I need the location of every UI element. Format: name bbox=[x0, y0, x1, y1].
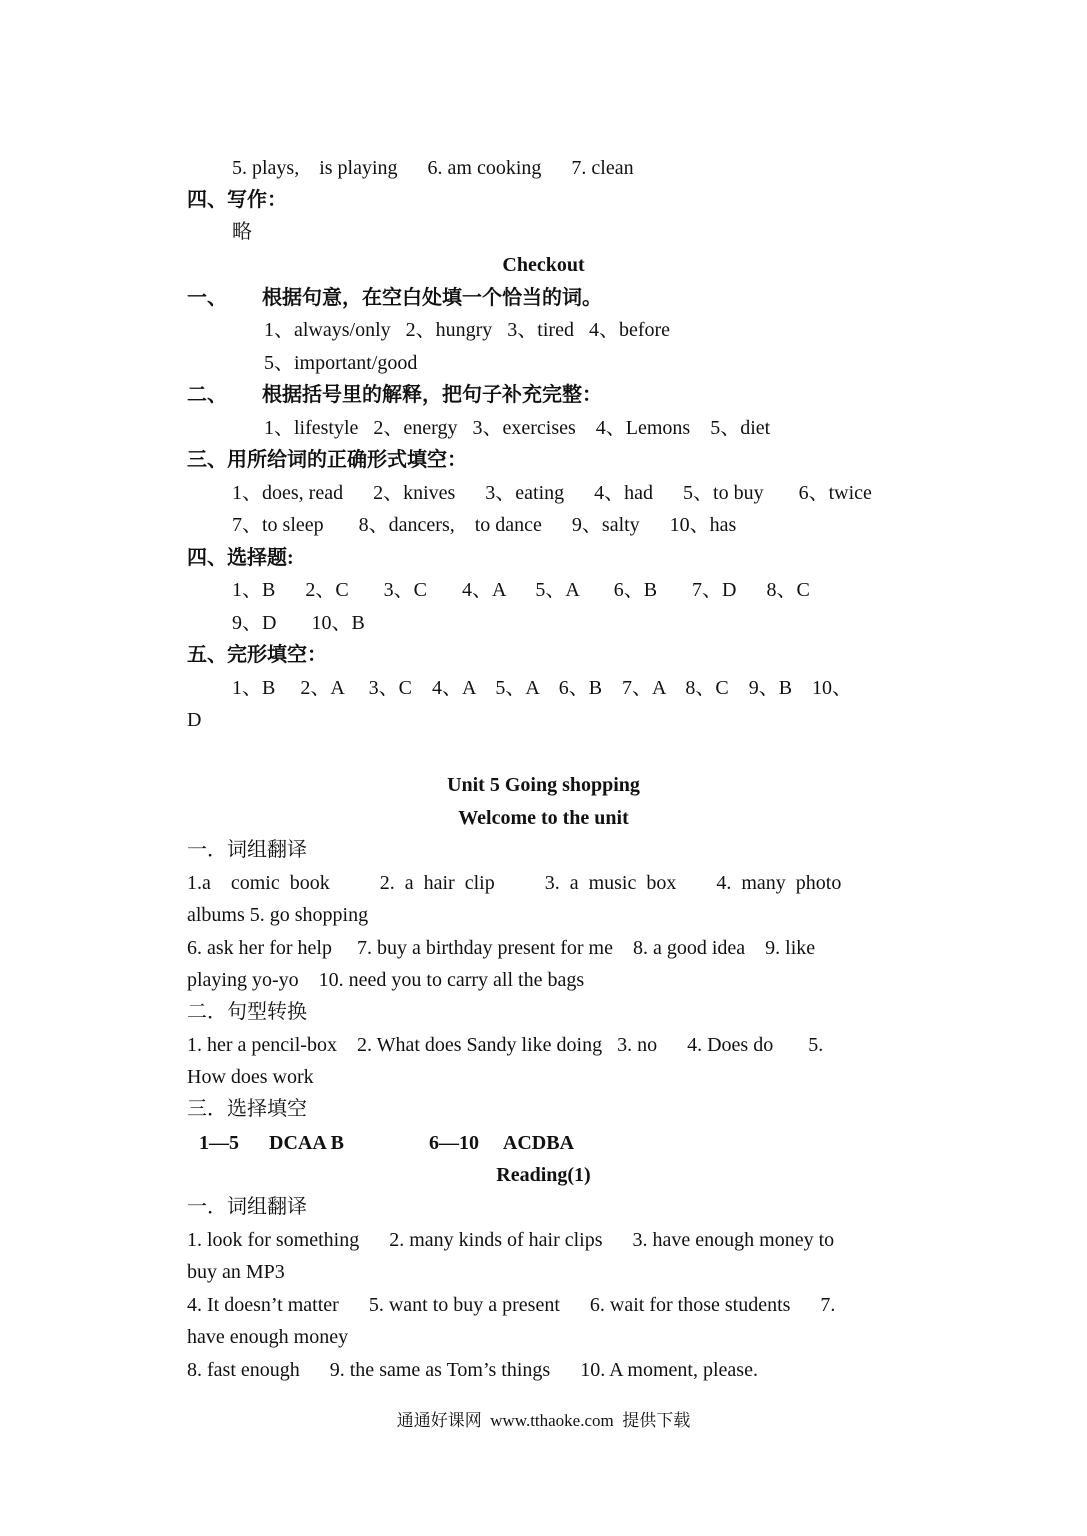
section-title-reading: Reading(1) bbox=[496, 1164, 591, 1186]
section-heading: 四、写作： bbox=[187, 189, 287, 211]
section-heading: 四、选择题: bbox=[187, 547, 294, 569]
answer-line: 1、B 2、C 3、C 4、A 5、A 6、B 7、D 8、C bbox=[232, 579, 810, 601]
answer-line: 4. It doesn’t matter 5. want to buy a present 6. wait for those students 7. bbox=[187, 1294, 836, 1316]
page-footer: 通通好课网 www.tthaoke.com 提供下载 bbox=[396, 1411, 691, 1430]
section-heading: 五、完形填空： bbox=[187, 644, 327, 666]
answer-line: 1、always/only 2、hungry 3、tired 4、before bbox=[264, 319, 671, 341]
answer-line: 1、does, read 2、knives 3、eating 4、had 5、to buy 6、twice bbox=[232, 482, 872, 504]
answer-line: D bbox=[187, 709, 202, 731]
answer-line: 1.a comic book 2. a hair clip 3. a music box 4. many photo bbox=[187, 872, 842, 894]
answer-line: 5. plays, is playing 6. am cooking 7. clean bbox=[232, 157, 634, 179]
answer-line: 7、to sleep 8、dancers, to dance 9、salty 10、has bbox=[232, 514, 737, 536]
section-heading: 二．句型转换 bbox=[187, 1001, 307, 1023]
unit-title: Unit 5 Going shopping bbox=[447, 774, 640, 796]
answer-line: 1. look for something 2. many kinds of hair clips 3. have enough money to bbox=[187, 1229, 835, 1251]
answer-line: 1、lifestyle 2、energy 3、exercises 4、Lemons 5、diet bbox=[264, 417, 771, 439]
section-heading: 一、 根据句意，在空白处填一个恰当的词。 bbox=[187, 287, 602, 309]
answer-line: playing yo-yo 10. need you to carry all the bags bbox=[187, 969, 585, 991]
section-heading: 二、 根据括号里的解释，把句子补充完整： bbox=[187, 384, 602, 406]
answer-line: buy an MP3 bbox=[187, 1261, 285, 1283]
section-heading: 一．词组翻译 bbox=[187, 1196, 307, 1218]
answer-line: 8. fast enough 9. the same as Tom’s things 10. A moment, please. bbox=[187, 1359, 758, 1381]
answer-line: 1、B 2、A 3、C 4、A 5、A 6、B 7、A 8、C 9、B 10、 bbox=[232, 677, 853, 699]
section-heading: 三、用所给词的正确形式填空： bbox=[187, 449, 467, 471]
section-title-checkout: Checkout bbox=[502, 254, 585, 276]
section-heading: 一．词组翻译 bbox=[187, 839, 307, 861]
section-heading: 三．选择填空 bbox=[187, 1098, 307, 1120]
answer-line: albums 5. go shopping bbox=[187, 904, 369, 926]
answer-line: have enough money bbox=[187, 1326, 349, 1348]
answer-line: 6. ask her for help 7. buy a birthday present for me 8. a good idea 9. like bbox=[187, 937, 816, 959]
section-title-welcome: Welcome to the unit bbox=[458, 807, 629, 829]
answer-line: How does work bbox=[187, 1066, 314, 1088]
answer-line: 5、important/good bbox=[264, 352, 418, 374]
answer-line: 1—5 DCAA B 6—10 ACDBA bbox=[199, 1132, 575, 1154]
answer-line: 1. her a pencil-box 2. What does Sandy like doing 3. no 4. Does do 5. bbox=[187, 1034, 824, 1056]
answer-line: 9、D 10、B bbox=[232, 612, 365, 634]
answer-line: 略 bbox=[232, 221, 252, 243]
